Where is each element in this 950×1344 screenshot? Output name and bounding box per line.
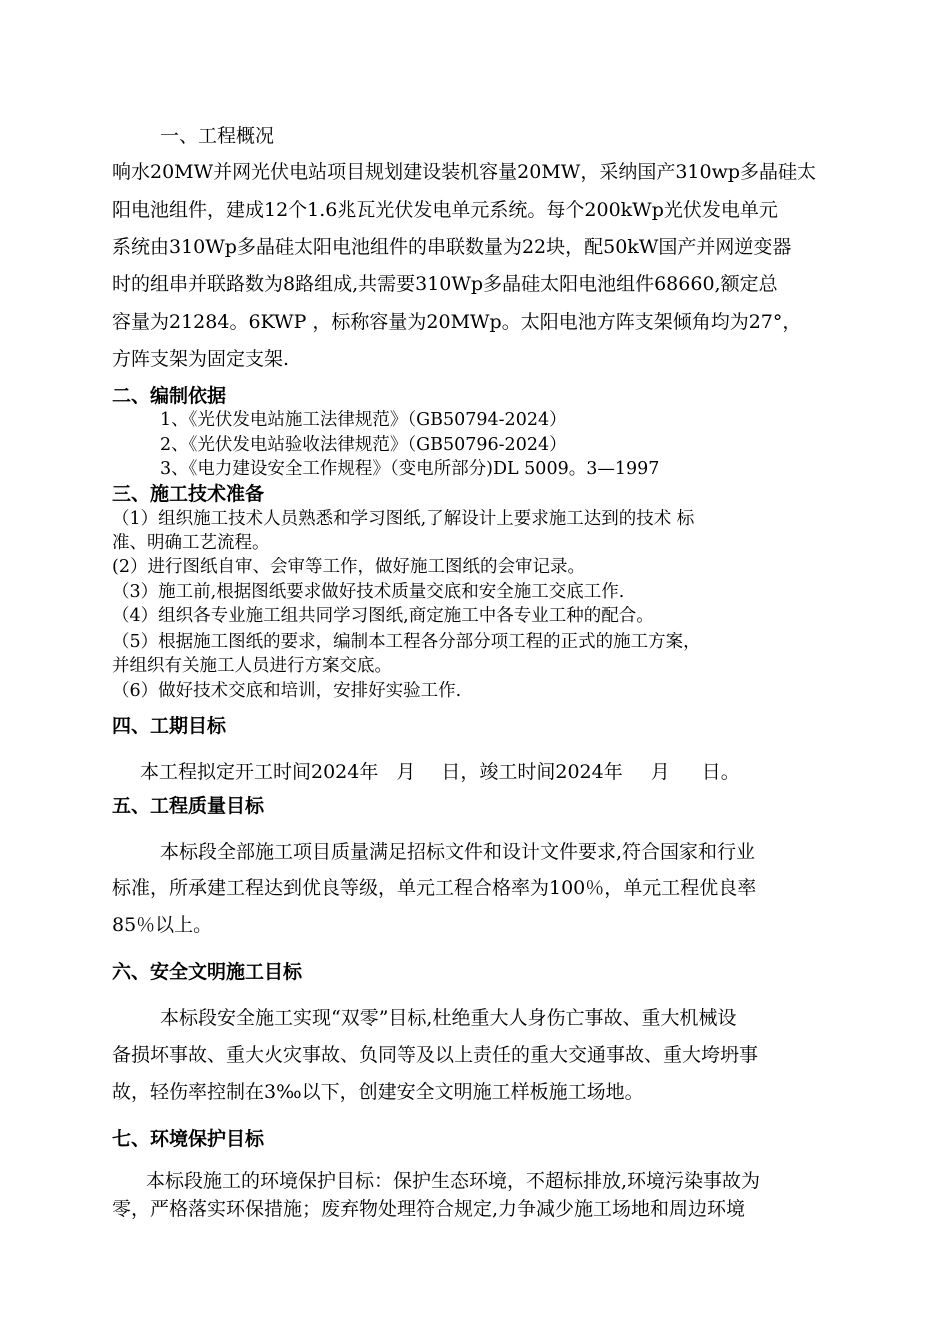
paragraph-line: 标准，所承建工程达到优良等级，单元工程合格率为100％，单元工程优良率 bbox=[112, 877, 757, 899]
list-line: (2）进行图纸自审、会审等工作，做好施工图纸的会审记录。 bbox=[112, 557, 585, 577]
list-line: （3）施工前,根据图纸要求做好技术质量交底和安全施工交底工作. bbox=[112, 582, 625, 602]
schedule-text-start: 本工程拟定开工时间2024年 bbox=[140, 761, 379, 783]
section-6-heading: 六、安全文明施工目标 bbox=[112, 961, 303, 983]
paragraph-line: 阳电池组件，建成12个1.6兆瓦光伏发电单元系统。每个200kWp光伏发电单元 bbox=[112, 199, 778, 221]
paragraph-line: 本标段施工的环境保护目标：保护生态环境，不超标排放,环境污染事故为 bbox=[146, 1170, 761, 1192]
schedule-month-end: 月 bbox=[650, 761, 670, 783]
list-line: （4）组织各专业施工组共同学习图纸,商定施工中各专业工种的配合。 bbox=[112, 606, 654, 626]
paragraph-line: 85％以上。 bbox=[112, 914, 213, 936]
schedule-month-start: 月 bbox=[396, 761, 416, 783]
paragraph-line: 零，严格落实环保措施；废弃物处理符合规定,力争减少施工场地和周边环境 bbox=[112, 1198, 746, 1220]
list-line: 并组织有关施工人员进行方案交底。 bbox=[112, 656, 392, 676]
section-2-heading: 二、编制依据 bbox=[112, 385, 227, 407]
paragraph-line: 方阵支架为固定支架. bbox=[112, 348, 290, 370]
paragraph-line: 系统由310Wp多晶硅太阳电池组件的串联数量为22块，配50kW国产并网逆变器 bbox=[112, 236, 792, 258]
paragraph-line: 本标段安全施工实现“双零”目标,杜绝重大人身伤亡事故、重大机械设 bbox=[160, 1007, 737, 1029]
list-line: （1）组织施工技术人员熟悉和学习图纸,了解设计上要求施工达到的技术 标 bbox=[112, 509, 695, 529]
section-7-heading: 七、环境保护目标 bbox=[112, 1128, 265, 1150]
schedule-day-end: 日。 bbox=[701, 761, 740, 783]
paragraph-line: 本标段全部施工项目质量满足招标文件和设计文件要求,符合国家和行业 bbox=[160, 841, 756, 863]
paragraph-line: 响水20MW并网光伏电站项目规划建设装机容量20MW，采纳国产310wp多晶硅太 bbox=[112, 161, 817, 183]
list-line: （6）做好技术交底和培训，安排好实验工作. bbox=[112, 681, 462, 701]
reference-item: 3、《电力建设安全工作规程》（变电所部分)DL 5009。3—1997 bbox=[160, 459, 660, 479]
list-line: 准、明确工艺流程。 bbox=[112, 533, 270, 553]
schedule-line bbox=[140, 760, 740, 784]
list-line: （5）根据施工图纸的要求，编制本工程各分部分项工程的正式的施工方案， bbox=[112, 632, 701, 652]
reference-item: 2、《光伏发电站验收法律规范》（GB50796-2024） bbox=[160, 435, 567, 455]
section-4-heading: 四、工期目标 bbox=[112, 715, 227, 737]
section-1-heading: 一、工程概况 bbox=[160, 125, 275, 147]
section-5-heading: 五、工程质量目标 bbox=[112, 795, 265, 817]
reference-item: 1、《光伏发电站施工法律规范》（GB50794-2024） bbox=[160, 410, 567, 430]
schedule-text-end: 日，竣工时间2024年 bbox=[441, 761, 623, 783]
section-3-heading: 三、施工技术准备 bbox=[112, 483, 265, 505]
paragraph-line: 容量为21284。6KWP ，标称容量为20MWp。太阳电池方阵支架倾角均为27°， bbox=[112, 311, 802, 333]
paragraph-line: 时的组串并联路数为8路组成,共需要310Wp多晶硅太阳电池组件68660,额定总 bbox=[112, 273, 778, 295]
paragraph-line: 故，轻伤率控制在3‰以下，创建安全文明施工样板施工场地。 bbox=[112, 1081, 644, 1103]
paragraph-line: 备损坏事故、重大火灾事故、负同等及以上责任的重大交通事故、重大垮坍事 bbox=[112, 1044, 759, 1066]
